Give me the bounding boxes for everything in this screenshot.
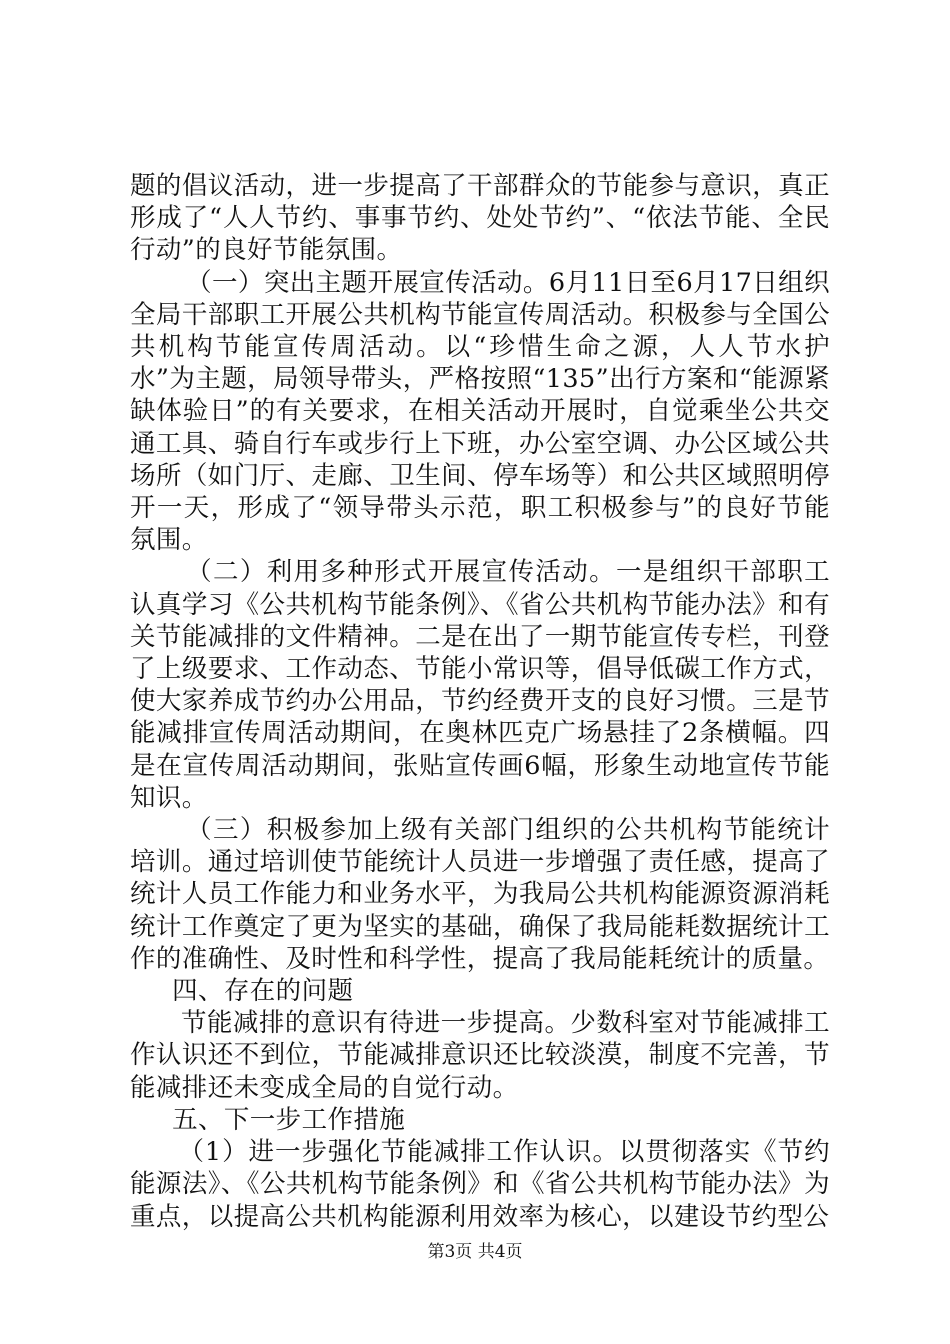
heading-problems: 四、存在的问题 xyxy=(172,976,354,1007)
paragraph-next-step-1: （1）进一步强化节能减排工作认识。以贯彻落实《节约能源法》、《公共机构节能条例》和《省公共机构节能办法》为重点，以提高公共机构能源利用效率为核心，以建设节约型公 xyxy=(130,1137,830,1232)
paragraph-section-3: （三）积极参加上级有关部门组织的公共机构节能统计培训。通过培训使节能统计人员进一步增强了责任感，提高了统计人员工作能力和业务水平，为我局公共机构能源资源消耗统计工作奠定了更为坚实的基础，确保了我局能耗数据统计工作的准确性、及时性和科学性，提高了我局能耗统计的质量。 xyxy=(130,815,830,974)
paragraph-continuation: 题的倡议活动，进一步提高了干部群众的节能参与意识，真正形成了“人人节约、事事节约、处处节约”、“依法节能、全民行动”的良好节能氛围。 xyxy=(130,171,830,266)
paragraph-problems: 节能减排的意识有待进一步提高。少数科室对节能减排工作认识还不到位，节能减排意识还比较淡漠，制度不完善，节能减排还未变成全局的自觉行动。 xyxy=(130,1008,830,1103)
heading-next-steps: 五、下一步工作措施 xyxy=(172,1104,406,1135)
paragraph-section-1: （一）突出主题开展宣传活动。6月11日至6月17日组织全局干部职工开展公共机构节能宣传周活动。积极参与全国公共机构节能宣传周活动。以“珍惜生命之源，人人节水护水”为主题，局领导带头，严格按照“135”出行方案和“能源紧缺体验日”的有关要求，在相关活动开展时，自觉乘坐公共交通工具、骑自行车或步行上下班，办公室空调、办公区域公共场所（如门厅、走廊、卫生间、停车场等）和公共区域照明停开一天，形成了“领导带头示范，职工积极参与”的良好节能氛围。 xyxy=(130,267,830,556)
document-body xyxy=(130,170,830,1233)
paragraph-section-2: （二）利用多种形式开展宣传活动。一是组织干部职工认真学习《公共机构节能条例》、《省公共机构节能办法》和有关节能减排的文件精神。二是在出了一期节能宣传专栏，刊登了上级要求、工作动态、节能小常识等，倡导低碳工作方式，使大家养成节约办公用品，节约经费开支的良好习惯。三是节能减排宣传周活动期间，在奥林匹克广场悬挂了2条横幅。四是在宣传周活动期间，张贴宣传画6幅，形象生动地宣传节能知识。 xyxy=(130,557,830,813)
page-number-footer: 第3页 共4页 xyxy=(427,1242,523,1262)
